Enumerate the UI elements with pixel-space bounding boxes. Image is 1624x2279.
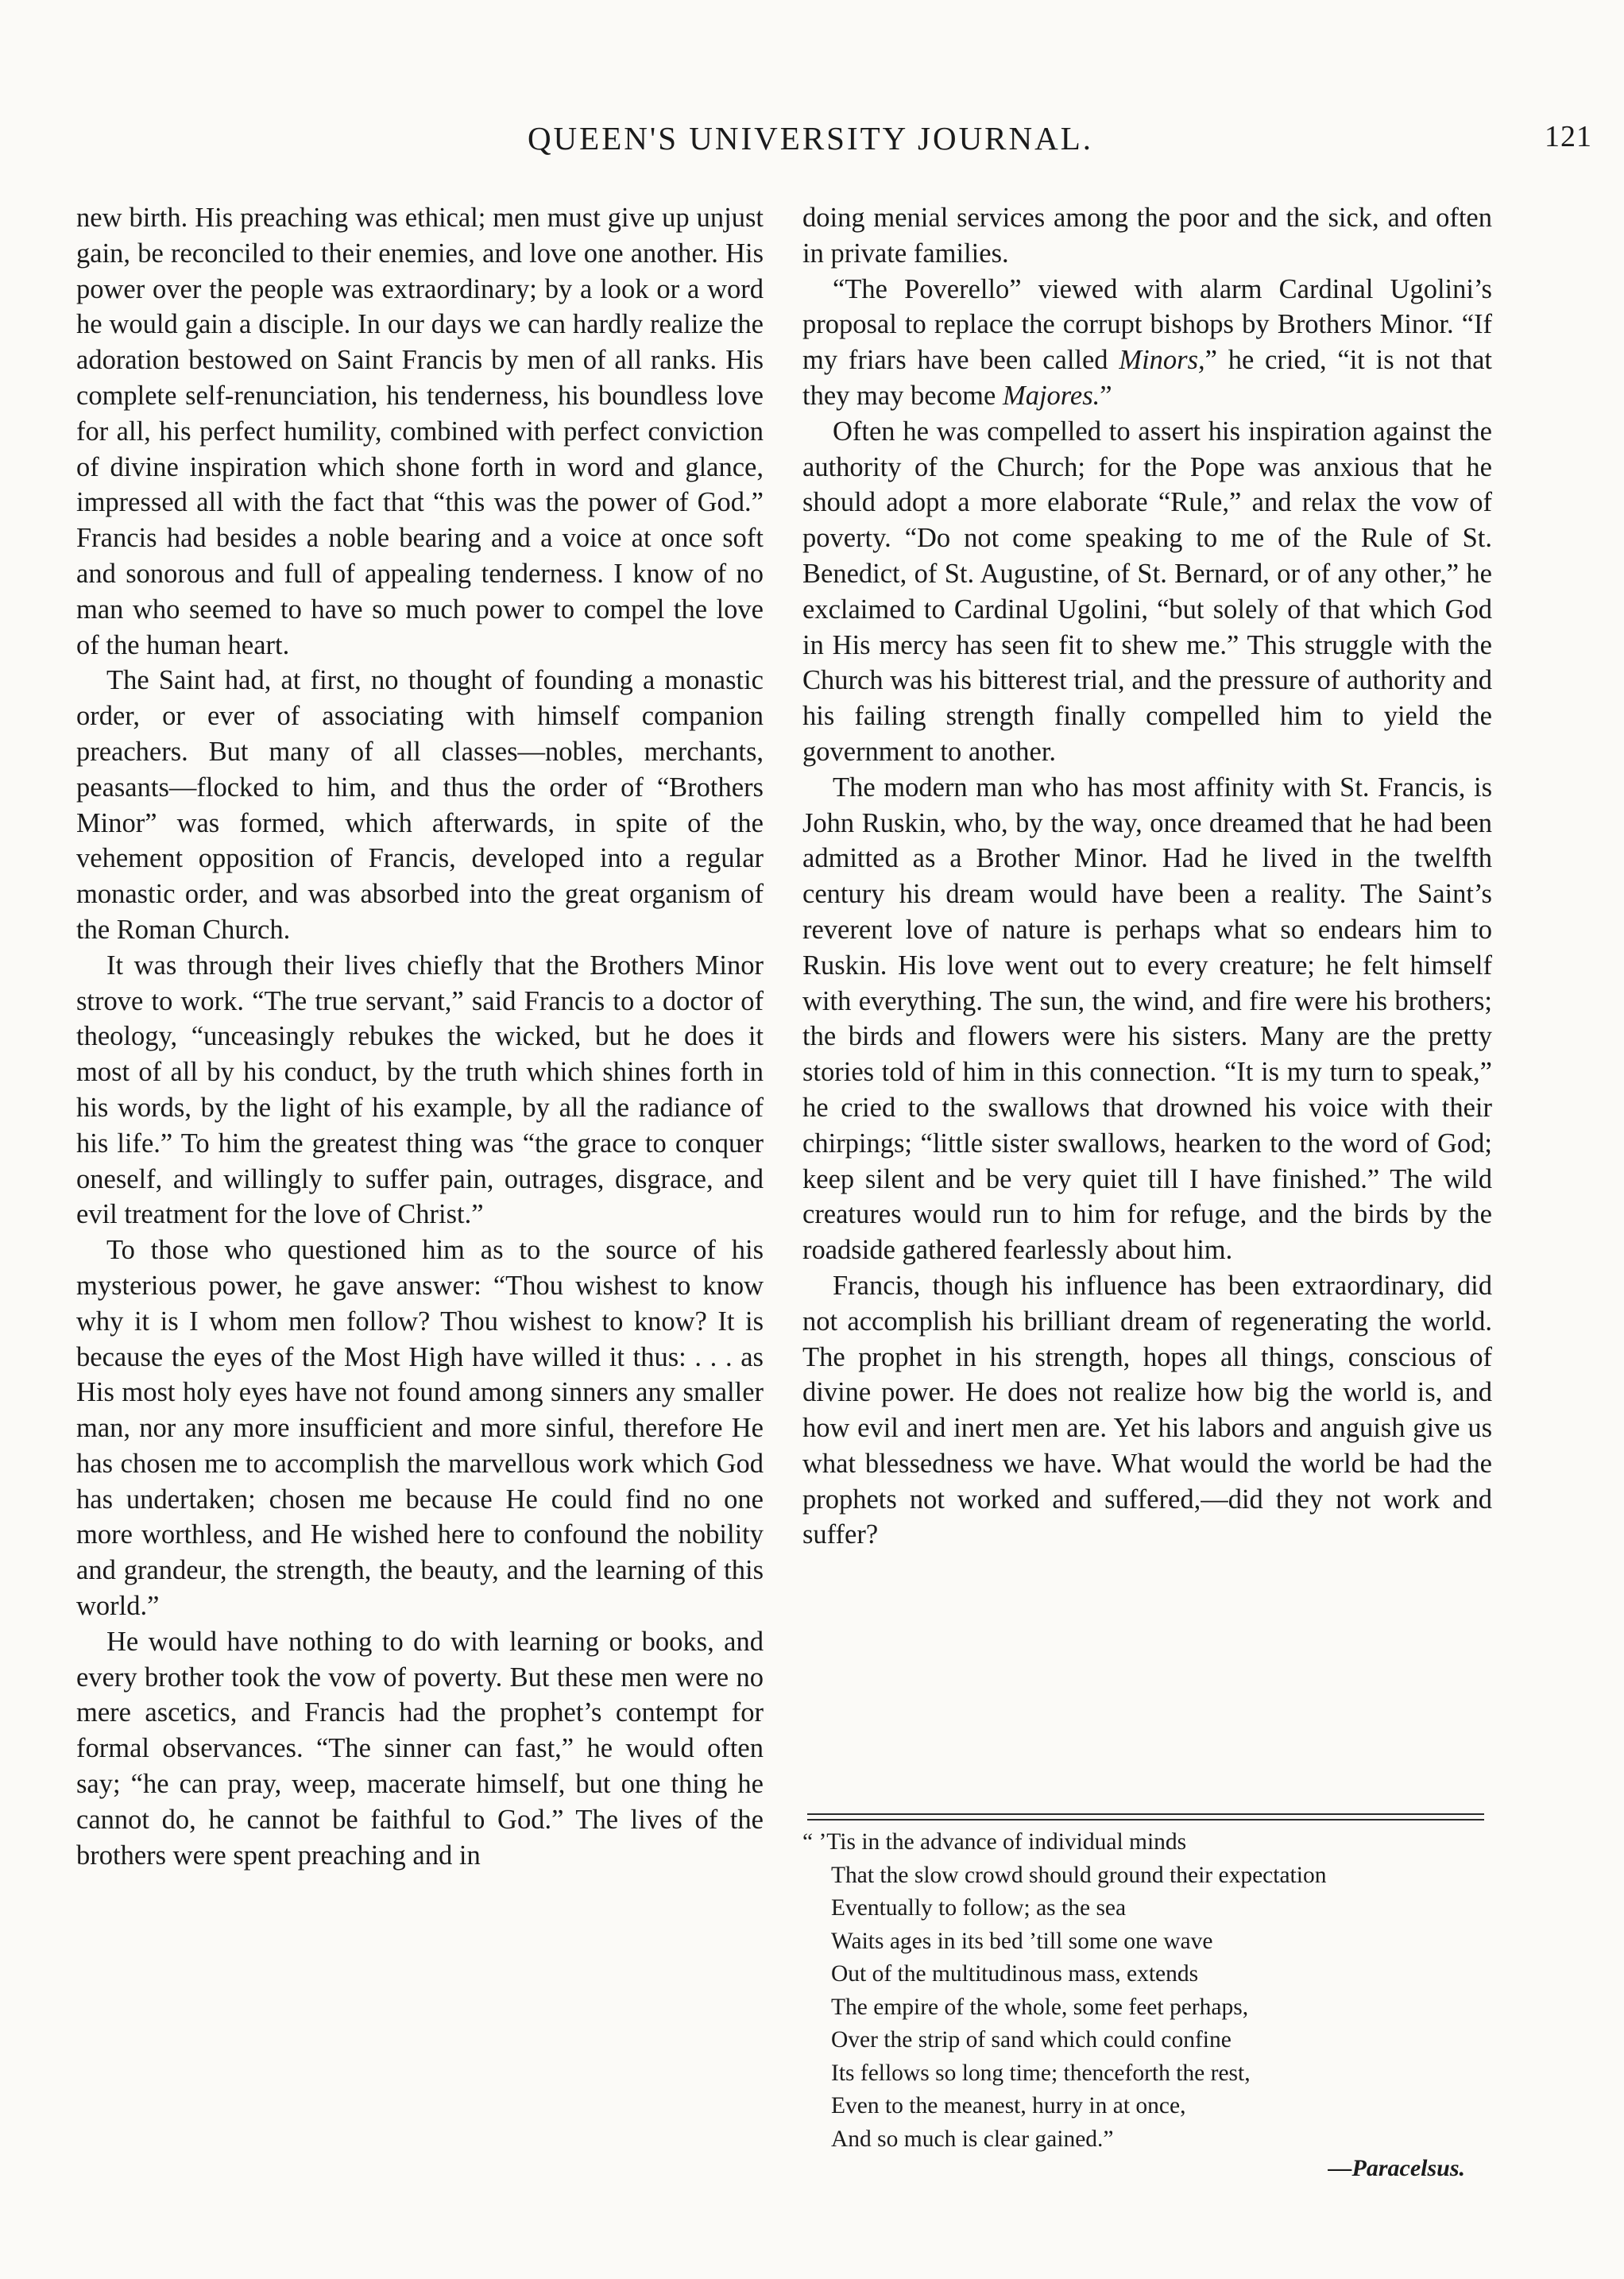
poem-line: Out of the multitudinous mass, extends bbox=[831, 1961, 1199, 1987]
paragraph: The modern man who has most affinity with St. Francis, is John Ruskin, who, by the way, once dreamed that he had been admitted as a Brother Minor. Had he lived in the twelfth century his dream would have been a reality. The Saint’s reverent love of nature is perhaps what so endears him to Ruskin. His love went out to every creature; he felt himself with everything. The sun, the wind, and fire were his brothers; the birds and flowers were his sisters. Many are the pretty stories told of him in this connection. “It is my turn to speak,” he cried to the swallows that drowned his voice with their chirpings; “little sister swallows, hearken to the word of God; keep silent and be very quiet till I have finished.” The wild creatures would run to him for refuge, and the birds by the roadside gathered fearlessly about him. bbox=[802, 772, 1492, 1266]
italic-word: Majores. bbox=[1002, 380, 1100, 411]
italic-word: Minors, bbox=[1119, 345, 1205, 376]
poem-quotation bbox=[802, 1826, 1486, 2156]
paragraph-text: ” he cried, “it is not that they may become bbox=[802, 345, 1492, 411]
paragraph: To those who questioned him as to the source of his mysterious power, he gave answer: “Thou wishest to know why it is I whom men follow? Thou wishest to know? It is because the eyes of the Most High have willed it thus: . . . as His most holy eyes have not found among sinners any smaller man, nor any more insufficient and more sinful, therefore He has chosen me to accomplish the marvellous work which God has undertaken; chosen me because He could find no one more worthless, and He wished here to confound the nobility and grandeur, the strength, the beauty, and the learning of this world.” bbox=[76, 1235, 764, 1622]
paragraph-text: “The Poverello” viewed with alarm Cardinal Ugolini’s proposal to replace the corrupt bishops by Brothers Minor. “If my friars have been called bbox=[802, 273, 1492, 376]
poem-line: The empire of the whole, some feet perhaps, bbox=[831, 1994, 1249, 2020]
paragraph: doing menial services among the poor and the sick, and often in private families. bbox=[802, 203, 1492, 269]
paragraph: It was through their lives chiefly that the Brothers Minor strove to work. “The true servant,” said Francis to a doctor of theology, “unceasingly rebukes the wicked, but he does it most of all by his conduct, by the truth which shines forth in his words, by the light of his example, by all the radiance of his life.” To him the greatest thing was “the grace to conquer oneself, and willingly to suffer pain, outrages, disgrace, and evil treatment for the love of Christ.” bbox=[76, 950, 764, 1230]
poem-attribution: —Paracelsus. bbox=[1328, 2155, 1465, 2181]
poem-line: Over the strip of sand which could confine bbox=[831, 2027, 1232, 2053]
section-divider bbox=[807, 1813, 1484, 1815]
paragraph: The Saint had, at first, no thought of founding a monastic order, or ever of associating with himself companion preachers. But many of all classes—nobles, merchants, peasants—flocked to him, and thus the order of “Brothers Minor” was formed, which afterwards, in spite of the vehement opposition of Francis, developed into a regular monastic order, and was absorbed into the great organism of the Roman Church. bbox=[76, 665, 764, 945]
poem-line: That the slow crowd should ground their expectation bbox=[831, 1862, 1327, 1888]
left-column bbox=[76, 200, 764, 1873]
paragraph: new birth. His preaching was ethical; men must give up unjust gain, be reconciled to their enemies, and love one another. His power over the people was extraordinary; by a look or a word he would gain a disciple. In our days we can hardly realize the adoration bestowed on Saint Francis by men of all ranks. His complete self-renunciation, his tenderness, his boundless love for all, his perfect humility, combined with perfect conviction of divine inspiration which shone forth in word and glance, impressed all with the fact that “this was the power of God.” Francis had besides a noble bearing and a voice at once soft and sonorous and full of appealing tenderness. I know of no man who seemed to have so much power to compel the love of the human heart. bbox=[76, 203, 764, 660]
paragraph bbox=[802, 272, 1492, 414]
poem-line: Eventually to follow; as the sea bbox=[831, 1895, 1127, 1921]
paragraph: He would have nothing to do with learning or books, and every brother took the vow of poverty. But these men were no mere ascetics, and Francis had the prophet’s contempt for formal observances. “The sinner can fast,” he would often say; “he can pray, weep, macerate himself, but one thing he cannot do, he cannot be faithful to God.” The lives of the brothers were spent preaching and in bbox=[76, 1626, 764, 1871]
poem-line: And so much is clear gained.” bbox=[831, 2126, 1114, 2152]
page-number: 121 bbox=[1545, 120, 1592, 153]
poem-line: “ ’Tis in the advance of individual minds bbox=[802, 1829, 1187, 1855]
poem-line: Even to the meanest, hurry in at once, bbox=[831, 2093, 1186, 2118]
poem-line: Its fellows so long time; thenceforth the rest, bbox=[831, 2060, 1251, 2086]
section-divider bbox=[807, 1819, 1484, 1820]
running-title: QUEEN'S UNIVERSITY JOURNAL. bbox=[527, 120, 1094, 157]
right-column bbox=[802, 200, 1492, 1553]
poem-line: Waits ages in its bed ’till some one wave bbox=[831, 1928, 1213, 1954]
paragraph: Often he was compelled to assert his inspiration against the authority of the Church; for the Pope was anxious that he should adopt a more elaborate “Rule,” and relax the vow of poverty. “Do not come speaking to me of the Rule of St. Benedict, of St. Augustine, of St. Bernard, or of any other,” he exclaimed to Cardinal Ugolini, “but solely of that which God in His mercy has seen fit to shew me.” This struggle with the Church was his bitterest trial, and the pressure of authority and his failing strength finally compelled him to yield the government to another. bbox=[802, 416, 1492, 767]
page-header bbox=[0, 119, 1624, 167]
paragraph-text: ” bbox=[1100, 380, 1112, 411]
paragraph: Francis, though his influence has been extraordinary, did not accomplish his brilliant dream of regenerating the world. The prophet in his strength, hopes all things, conscious of divine power. He does not realize how big the world is, and how evil and inert men are. Yet his labors and anguish give us what blessedness we have. What would the world be had the prophets not worked and suffered,—did they not work and suffer? bbox=[802, 1270, 1492, 1550]
